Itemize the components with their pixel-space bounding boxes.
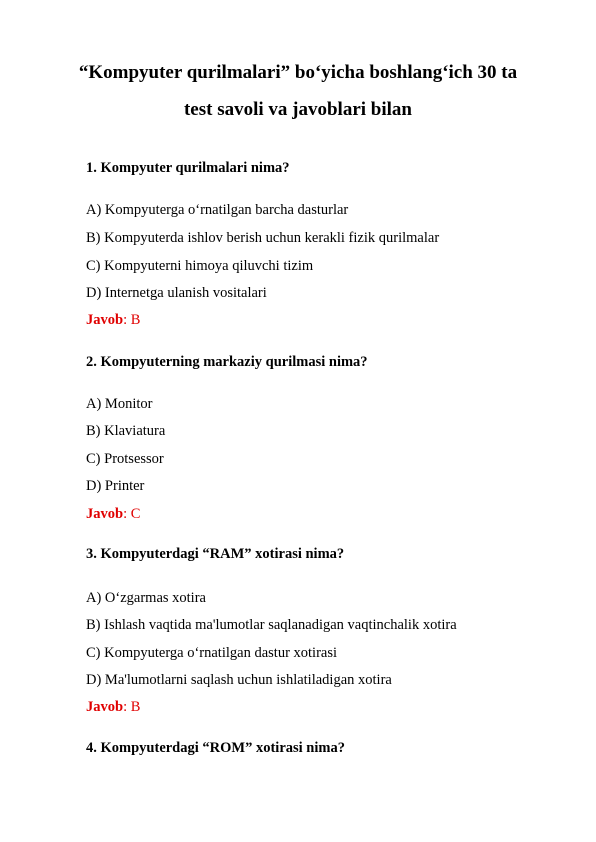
answer-value: : C xyxy=(123,506,141,522)
question-2-answer xyxy=(86,506,140,523)
document-title xyxy=(60,54,536,128)
question-3-title: 3. Kompyuterdagi “RAM” xotirasi nima? xyxy=(86,546,345,562)
answer-value: : B xyxy=(123,699,141,715)
question-3-option-a: A) O‘zgarmas xotira xyxy=(86,590,206,606)
question-1-option-b: B) Kompyuterda ishlov berish uchun kerakli fizik qurilmalar xyxy=(86,230,440,246)
answer-label: Javob xyxy=(86,312,124,328)
answer-value: : B xyxy=(123,312,141,328)
question-2-option-d: D) Printer xyxy=(86,478,145,494)
question-2-title: 2. Kompyuterning markaziy qurilmasi nima? xyxy=(86,354,368,370)
question-4-title: 4. Kompyuterdagi “ROM” xotirasi nima? xyxy=(86,740,345,756)
title-line-1: “Kompyuter qurilmalari” bo‘yicha boshlang‘ich 30 ta xyxy=(78,62,518,83)
question-3-option-b: B) Ishlash vaqtida ma'lumotlar saqlanadigan vaqtinchalik xotira xyxy=(86,617,457,633)
question-3-option-d: D) Ma'lumotlarni saqlash uchun ishlatiladigan xotira xyxy=(86,672,392,688)
answer-label: Javob xyxy=(86,506,124,522)
question-1-answer xyxy=(86,312,140,329)
title-line-2: test savoli va javoblari bilan xyxy=(183,99,412,120)
question-1-option-c: C) Kompyuterni himoya qiluvchi tizim xyxy=(86,258,314,274)
question-2-option-c: C) Protsessor xyxy=(86,451,164,467)
question-2-option-b: B) Klaviatura xyxy=(86,423,166,439)
answer-label: Javob xyxy=(86,699,124,715)
question-3-option-c: C) Kompyuterga o‘rnatilgan dastur xotirasi xyxy=(86,645,338,661)
question-3-answer xyxy=(86,699,140,716)
question-1-option-d: D) Internetga ulanish vositalari xyxy=(86,285,267,301)
question-1-option-a: A) Kompyuterga o‘rnatilgan barcha dasturlar xyxy=(86,202,349,218)
question-1-title: 1. Kompyuter qurilmalari nima? xyxy=(86,160,290,176)
question-2-option-a: A) Monitor xyxy=(86,396,153,412)
